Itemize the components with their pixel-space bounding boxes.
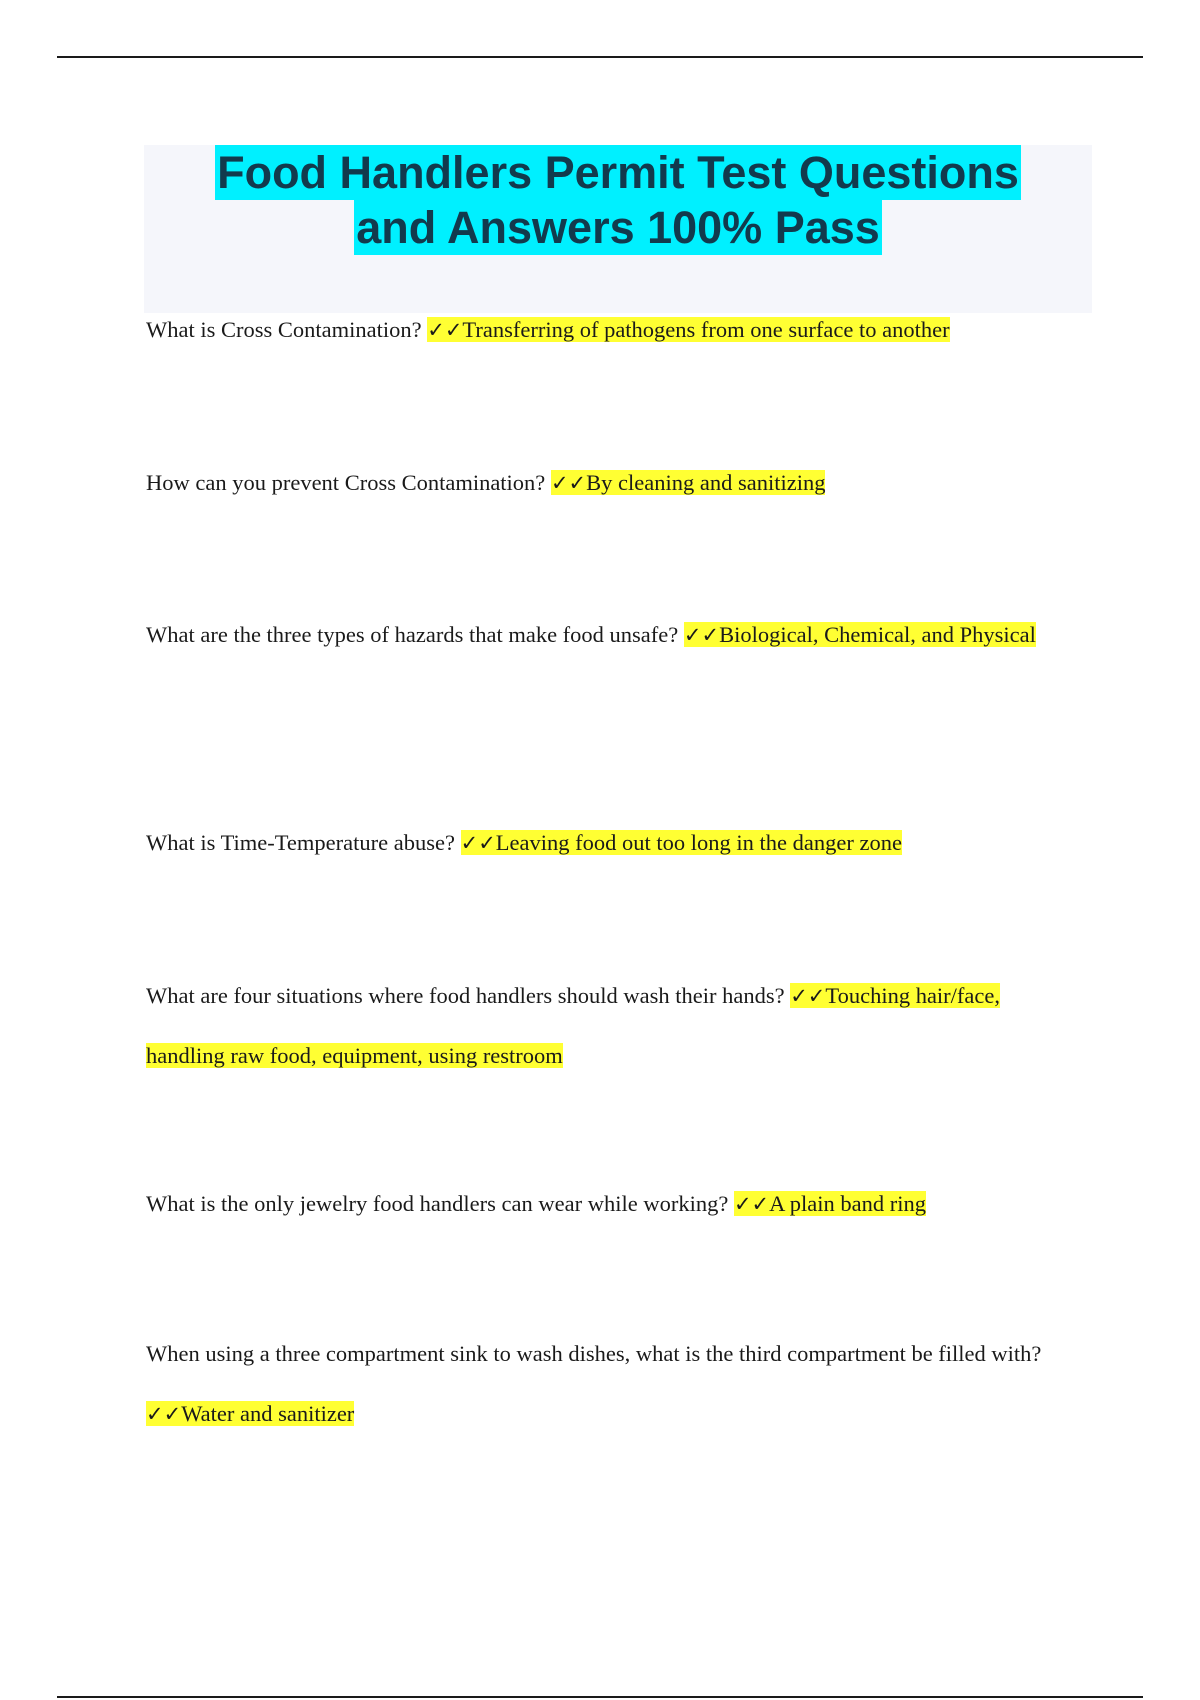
double-check-icon: ✓✓ bbox=[427, 318, 463, 342]
qa-item bbox=[146, 813, 1076, 873]
answer-text: Biological, Chemical, and Physical bbox=[719, 622, 1036, 647]
question-text: What is Time-Temperature abuse? bbox=[146, 830, 461, 855]
qa-item bbox=[146, 1324, 1076, 1444]
answer-highlight bbox=[734, 1191, 926, 1216]
answer-text: Leaving food out too long in the danger zone bbox=[495, 830, 902, 855]
document-title-line-1: Food Handlers Permit Test Questions bbox=[217, 147, 1019, 198]
qa-item bbox=[146, 453, 1076, 513]
question-text: What are the three types of hazards that make food unsafe? bbox=[146, 622, 684, 647]
double-check-icon: ✓✓ bbox=[460, 831, 496, 855]
double-check-icon: ✓✓ bbox=[146, 1402, 182, 1426]
question-text: When using a three compartment sink to wash dishes, what is the third compartment be filled with? bbox=[146, 1341, 1042, 1366]
double-check-icon: ✓✓ bbox=[733, 1192, 770, 1216]
answer-highlight bbox=[684, 622, 1036, 647]
double-check-icon: ✓✓ bbox=[683, 623, 720, 647]
header-rule bbox=[57, 56, 1143, 58]
answer-text: Touching hair/face, handling raw food, equipment, using restroom bbox=[146, 983, 1001, 1068]
question-text: How can you prevent Cross Contamination? bbox=[146, 470, 551, 495]
qa-item bbox=[146, 966, 1076, 1086]
answer-text: Water and sanitizer bbox=[181, 1401, 355, 1426]
question-text: What is Cross Contamination? bbox=[146, 317, 428, 342]
question-text: What are four situations where food handlers should wash their hands? bbox=[146, 983, 791, 1008]
footer-rule bbox=[57, 1696, 1143, 1698]
answer-highlight bbox=[551, 470, 826, 495]
qa-item bbox=[146, 605, 1076, 665]
qa-item bbox=[146, 300, 1076, 360]
double-check-icon: ✓✓ bbox=[550, 471, 587, 495]
double-check-icon: ✓✓ bbox=[790, 984, 826, 1008]
document-title-line-2: and Answers 100% Pass bbox=[356, 202, 880, 253]
qa-item bbox=[146, 1174, 1076, 1234]
question-text: What is the only jewelry food handlers can wear while working? bbox=[146, 1191, 734, 1216]
title-block bbox=[144, 145, 1092, 313]
answer-highlight bbox=[427, 317, 949, 342]
answer-highlight bbox=[146, 1401, 354, 1426]
answer-text: A plain band ring bbox=[769, 1191, 926, 1216]
answer-text: By cleaning and sanitizing bbox=[586, 470, 826, 495]
answer-highlight bbox=[461, 830, 902, 855]
answer-text: Transferring of pathogens from one surface to another bbox=[462, 317, 950, 342]
